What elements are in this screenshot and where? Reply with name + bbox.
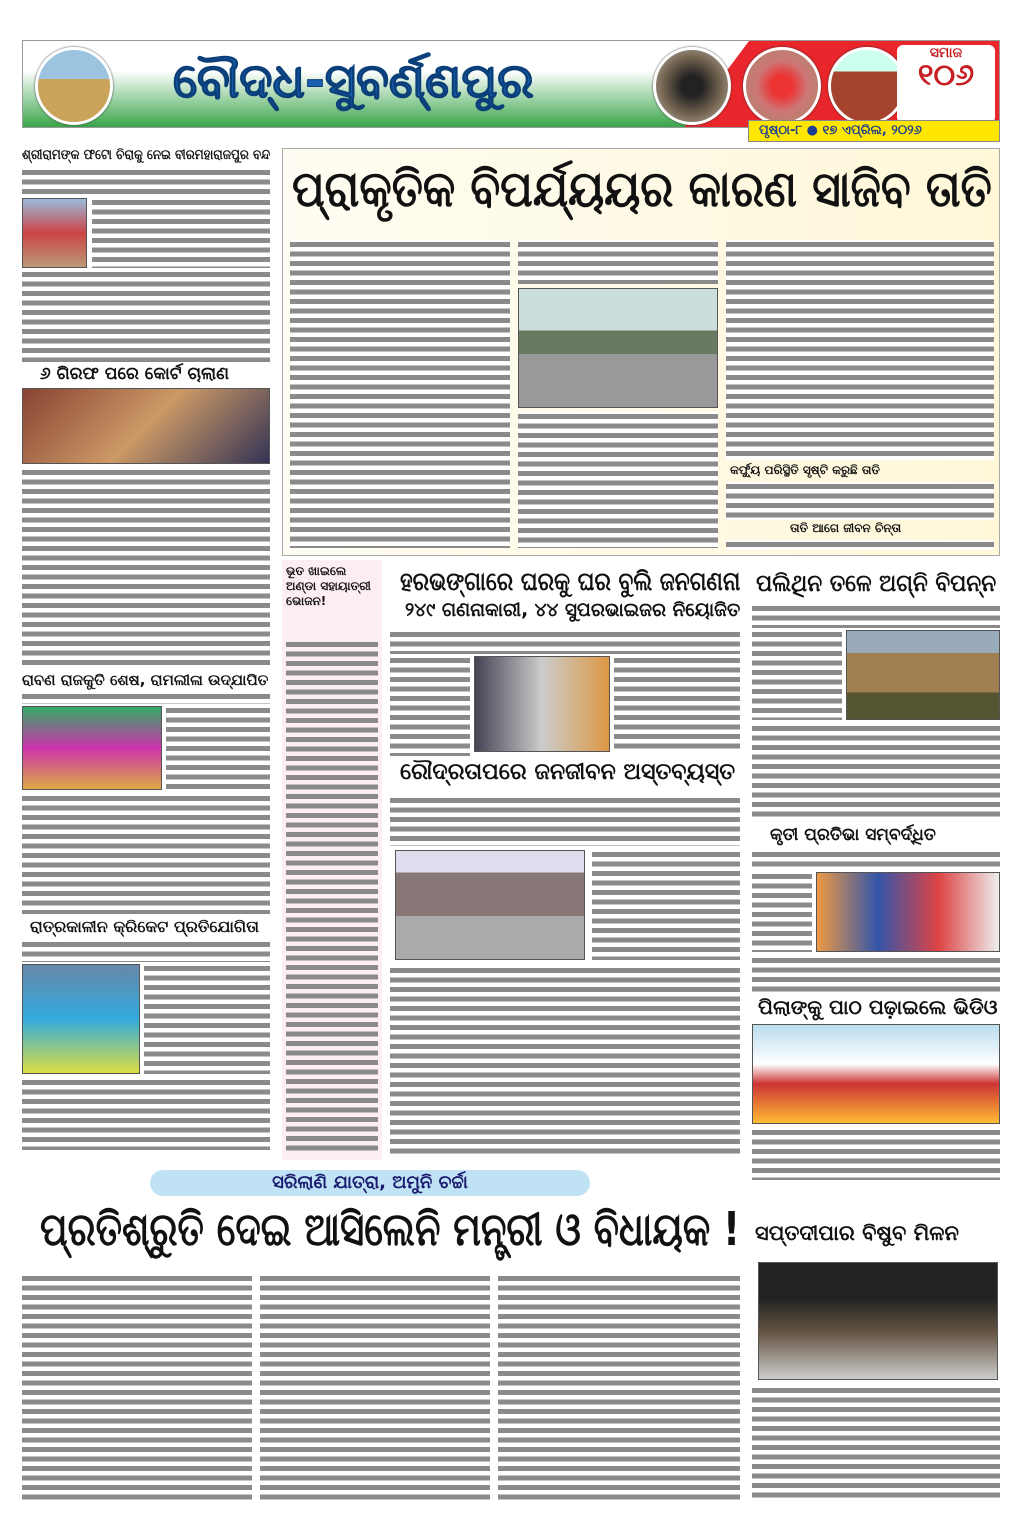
article-body-text [752,872,812,952]
page-number: ପୃଷ୍ଠା-୮ [759,123,803,138]
samaja-logo: ସମାଜ ୧୦୬ [897,45,995,123]
story-headline: ୬ ଗିରଫ ପରେ କୋର୍ଟ ଚାଲାଣ [40,364,229,384]
story-headline: ରାବଣ ରାଜକୁତି ଶେଷ, ରାମଲୀଳା ଉଦ୍‌ଯାପିତ [22,671,269,689]
article-body-text [22,1078,270,1150]
story-photo [22,964,140,1074]
story-photo [846,630,1000,720]
article-body-text [752,1128,1000,1180]
article-body-text [752,956,1000,992]
article-body-text [22,940,270,962]
story-photo [816,872,1000,952]
masthead-photo-road [35,47,113,125]
article-body-text [22,794,270,914]
article-body-text [518,240,718,284]
story-photo [758,1262,998,1380]
article-body-text [22,168,270,196]
article-body-text [614,656,740,752]
article-body-text [286,640,378,1155]
story-headline: ପିଲାଙ୍କୁ ପାଠ ପଢ଼ାଇଲେ ଭିଡିଓ [758,995,998,1019]
story-headline: ସପ୍ତଦୀପାର ବିଷୁବ ମିଳନ [755,1221,959,1245]
story-photo [752,1024,1000,1124]
lead-subheading: ତାତି ଆଗେ ଜୀବନ ଚିନ୍ତା [790,521,902,535]
masthead-photo-deity [743,47,821,125]
story-photo [22,198,87,268]
article-body-text [752,1386,1000,1500]
story-headline: କୃତୀ ପ୍ରତିଭା ସମ୍ବର୍ଦ୍ଧିତ [770,825,936,845]
article-body-text [390,630,740,654]
article-body-text [390,966,740,1154]
story-headline: ରାତ୍ରକାଳୀନ କ୍ରିକେଟ ପ୍ରତିଯୋଗିତା [30,917,259,936]
article-body-text [22,1274,252,1500]
masthead-banner [22,40,1000,128]
story-photo [474,656,610,752]
article-body-text [726,540,994,550]
issue-date: ୧୭ ଏପ୍ରିଲ, ୨୦୨୬ [822,123,922,138]
article-body-text [752,850,1000,870]
page-info: ପୃଷ୍ଠା-୮ ● ୧୭ ଏପ୍ରିଲ, ୨୦୨୬ [748,120,1000,142]
story-subheadline: ୨୪୯ ଗଣନାକାରୀ, ୪୪ ସୁପରଭାଇଜର ନିୟୋଜିତ [405,599,741,621]
article-body-text [518,412,718,548]
story-photo [395,850,585,960]
article-body-text [752,724,1000,818]
masthead-photo-temple [828,47,906,125]
article-body-text [752,604,1000,628]
story-photo [22,388,270,464]
masthead-photo-cave [653,47,731,125]
story-headline: ହରଭଙ୍ଗାରେ ଘରକୁ ଘର ବୁଲି ଜନଗଣନା [400,567,741,597]
article-body-text [290,240,510,548]
article-body-text [22,468,270,668]
bottom-headline: ପ୍ରତିଶ୍ରୁତି ଦେଇ ଆସିଲେନି ମନ୍ତ୍ରୀ ଓ ବିଧାୟକ ! [40,1202,740,1256]
article-body-text [22,270,270,362]
article-body-text [726,482,994,520]
bottom-kicker: ସରିଲାଣି ଯାତ୍ରା, ଅମୁନି ଚର୍ଚ୍ଚା [150,1170,590,1196]
article-body-text [752,630,842,720]
article-body-text [390,656,470,756]
article-body-text [592,850,740,960]
article-body-text [498,1274,740,1500]
article-body-text [144,964,270,1074]
story-headline: ପଲିଥିନ ତଳେ ଅଗ୍ନି ବିପନ୍ନ [756,569,997,597]
article-body-text [260,1274,490,1500]
article-body-text [92,198,270,268]
masthead-title: ବୌଦ୍ଧ-ସୁବର୍ଣ୍ଣପୁର [173,53,534,109]
article-body-text [726,240,994,460]
lead-photo [518,288,718,408]
article-body-text [166,706,270,790]
story-headline: ଶ୍ରୀରାମଙ୍କ ଫଟୋ ଚିରାକୁ ନେଇ ବୀରମହାରାଜପୁର ବନ୍ଦ [22,147,271,163]
story-headline: ରୌଦ୍ରତାପରେ ଜନଜୀବନ ଅସ୍ତବ୍ୟସ୍ତ [400,759,736,785]
article-body-text [22,692,270,704]
story-headline: ଭୂତ ଖାଇଲେ ଅଣ୍ଡା ସହାୟାତ୍ରୀ ଭୋଜନ! [286,564,371,608]
article-body-text [390,796,740,846]
lead-subheading: କର୍ଫ୍ୟୁ ପରିସ୍ଥିତି ସୃଷ୍ଟି କରୁଛି ତାତି [730,463,880,477]
story-photo [22,706,162,790]
lead-headline: ପ୍ରାକୃତିକ ବିପର୍ଯ୍ୟୟର କାରଣ ସାଜିବ ତାତି [292,160,992,218]
